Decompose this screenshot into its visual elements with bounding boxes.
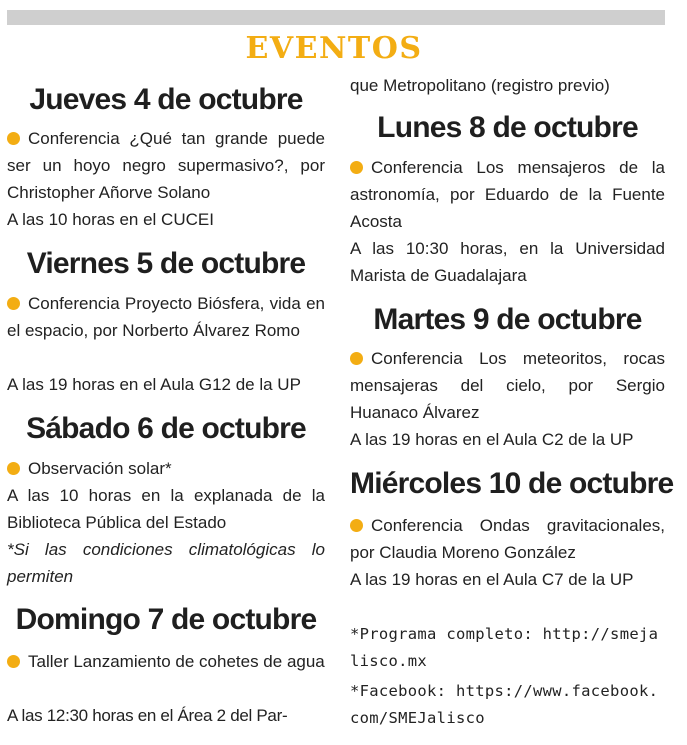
event-text: Conferencia Proyecto Biósfera, vida en el espacio, por Norberto Álvarez Romo (7, 294, 325, 340)
event-time-saturday: A las 10 horas en la explanada de la Biblioteca Pública del Estado (7, 486, 325, 532)
event-text: Conferencia Los mensajeros de la astronomía, por Eduardo de la Fuente Acosta (350, 158, 665, 231)
event-text: Conferencia ¿Qué tan grande puede ser un hoyo negro supermasivo?, por Christopher Añorve Solano (7, 129, 325, 202)
bullet-icon (7, 655, 20, 668)
bullet-icon (7, 132, 20, 145)
event-time-monday: A las 10:30 horas, en la Universidad Marista de Guadalajara (350, 239, 665, 285)
event-description-thursday (7, 125, 325, 206)
event-time-friday: A las 19 horas en el Aula G12 de la UP (7, 375, 301, 394)
bullet-icon (7, 462, 20, 475)
event-text: Conferencia Ondas gravitacionales, por Claudia Moreno González (350, 516, 665, 562)
event-text: Observación solar* (28, 459, 172, 478)
day-heading-saturday: Sábado 6 de octubre (26, 412, 306, 445)
event-description-tuesday (350, 345, 665, 426)
event-description-wednesday (350, 512, 665, 566)
day-heading-wednesday: Miércoles 10 de octubre (350, 467, 674, 500)
event-description-friday (7, 290, 325, 344)
event-time-wednesday: A las 19 horas en el Aula C7 de la UP (350, 570, 634, 589)
day-heading-thursday: Jueves 4 de octubre (29, 83, 303, 116)
bullet-icon (350, 352, 363, 365)
program-link-note: *Programa completo: http://smejalisco.mx (350, 625, 659, 670)
bullet-icon (350, 519, 363, 532)
day-heading-monday: Lunes 8 de octubre (377, 111, 638, 144)
event-time-tuesday: A las 19 horas en el Aula C2 de la UP (350, 430, 634, 449)
day-heading-friday: Viernes 5 de octubre (26, 247, 306, 280)
event-time-sunday: A las 12:30 horas en el Área 2 del Par- (7, 706, 288, 725)
event-note-saturday: *Si las condiciones climatológicas lo permiten (7, 540, 325, 586)
day-heading-tuesday: Martes 9 de octubre (373, 303, 642, 336)
day-heading-sunday: Domingo 7 de octubre (15, 603, 317, 636)
event-description-saturday (7, 455, 325, 482)
section-title: EVENTOS (245, 31, 423, 66)
top-divider-bar (7, 10, 665, 25)
bullet-icon (7, 297, 20, 310)
facebook-link-note: *Facebook: https://www.facebook.com/SMEJalisco (350, 682, 659, 727)
event-text: Taller Lanzamiento de cohetes de agua (28, 652, 325, 671)
event-description-monday (350, 154, 665, 235)
event-text: Conferencia Los meteoritos, rocas mensajeras del cielo, por Sergio Huanaco Álvarez (350, 349, 665, 422)
event-time-thursday: A las 10 horas en el CUCEI (7, 210, 214, 229)
event-time-sunday-continued: que Metropolitano (registro previo) (350, 76, 610, 95)
bullet-icon (350, 161, 363, 174)
event-description-sunday (7, 648, 325, 675)
